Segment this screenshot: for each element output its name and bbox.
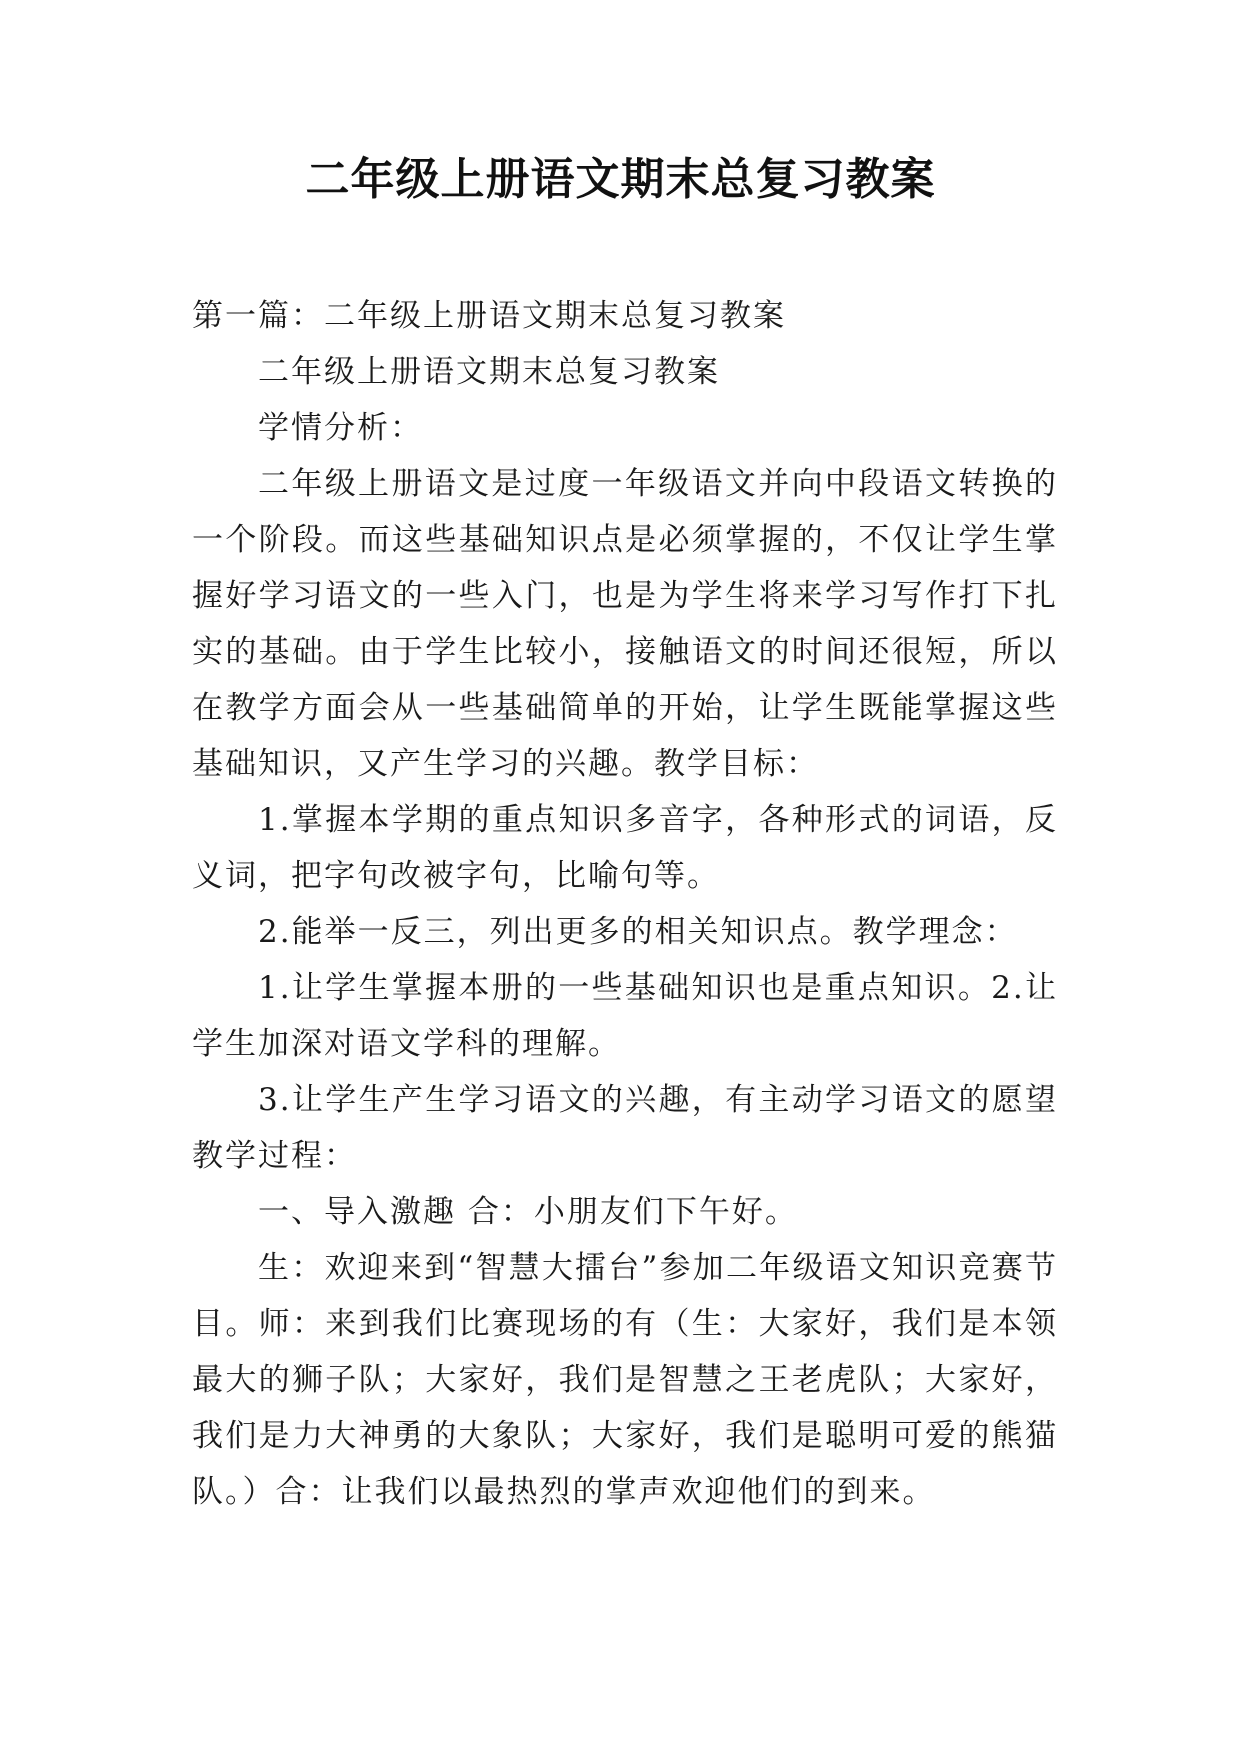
paragraph-1: 第一篇：二年级上册语文期末总复习教案 — [192, 298, 786, 334]
paragraph-4: 二年级上册语文是过度一年级语文并向中段语文转换的一个阶段。而这些基础知识点是必须掌握的，不仅让学生掌握好学习语文的一些入门，也是为学生将来学习写作打下扎实的基础。由于学生比较小，接触语文的时间还很短，所以在教学方面会从一些基础简单的开始，让学生既能掌握这些基础知识，又产生学习的兴趣。教学目标： — [192, 466, 1058, 782]
paragraph-5: 1.掌握本学期的重点知识多音字，各种形式的词语，反义词，把字句改被字句，比喻句等。 — [192, 802, 1058, 894]
paragraph-8: 3.让学生产生学习语文的兴趣，有主动学习语文的愿望教学过程： — [192, 1082, 1058, 1174]
paragraph-7: 1.让学生掌握本册的一些基础知识也是重点知识。2.让学生加深对语文学科的理解。 — [192, 970, 1058, 1062]
document-body — [192, 288, 1058, 1520]
paragraph-6: 2.能举一反三，列出更多的相关知识点。教学理念： — [258, 914, 1018, 950]
paragraph-3: 学情分析： — [258, 410, 423, 446]
paragraph-9: 一、导入激趣 合：小朋友们下午好。 — [258, 1194, 798, 1230]
paragraph-10: 生：欢迎来到“智慧大擂台”参加二年级语文知识竞赛节目。师：来到我们比赛现场的有（生：大家好，我们是本领最大的狮子队；大家好，我们是智慧之王老虎队；大家好，我们是力大神勇的大象队；大家好，我们是聪明可爱的熊猫队。）合：让我们以最热烈的掌声欢迎他们的到来。 — [192, 1250, 1058, 1510]
paragraph-2: 二年级上册语文期末总复习教案 — [258, 354, 720, 390]
document-title: 二年级上册语文期末总复习教案 — [305, 154, 936, 205]
